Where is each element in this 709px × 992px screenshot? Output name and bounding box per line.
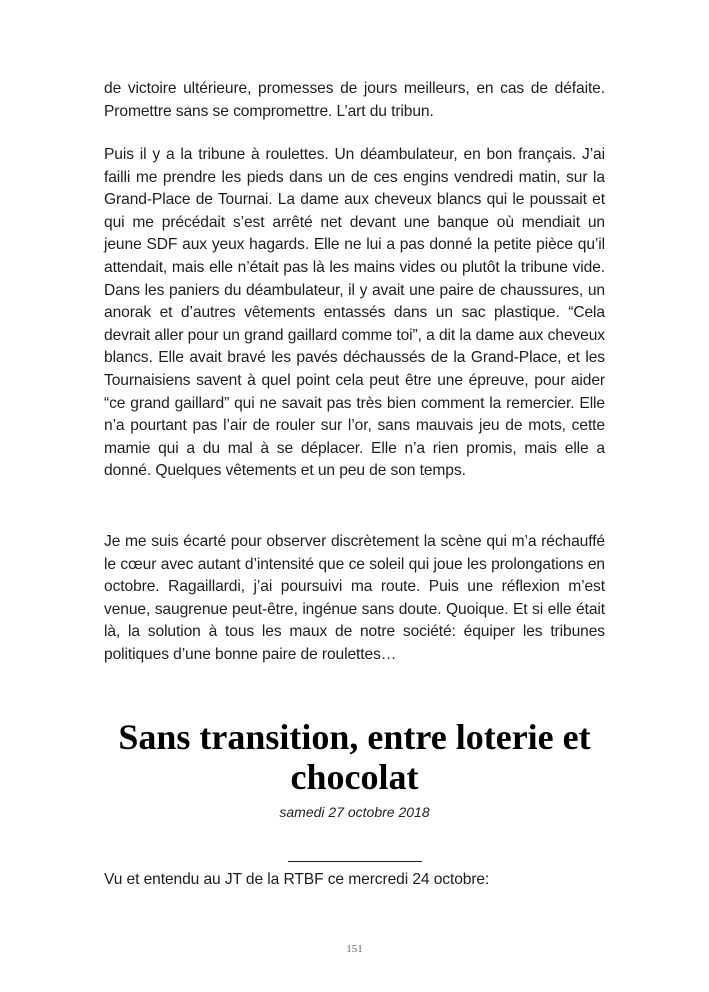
section-date: samedi 27 octobre 2018: [279, 804, 430, 820]
section-intro-paragraph: Vu et entendu au JT de la RTBF ce mercredi 24 octobre:: [104, 871, 490, 888]
divider-rule: [288, 861, 422, 862]
paragraph-walker-story: Puis il y a la tribune à roulettes. Un déambulateur, en bon français. J’ai failli me prendre les pieds dans un de ces engins vendredi matin, sur la Grand-Place de Tournai. La dame aux cheveux blancs qui le poussait et qui me précédait s’est arrêté net devant une banque où mendiait un jeune SDF aux yeux hagards. Elle ne lui a pas donné la petite pièce qu’il attendait, mais elle n’était pas là les mains vides ou plutôt la tribune vide. Dans les paniers du déambulateur, il y avait une paire de chaussures, un anorak et d’autres vêtements entassés dans un sac plastique. “Cela devrait aller pour un grand gaillard comme toi”, a dit la dame aux cheveux blancs. Elle avait bravé les pavés déchaussés de la Grand-Place, et les Tournaisiens savent à quel point cela peut être une épreuve, pour aider “ce grand gaillard” qui ne savait pas très bien comment la remercier. Elle n’a pourtant pas l’air de rouler sur l’or, sans mauvais jeu de mots, cette mamie qui a du mal à se déplacer. Elle n’a rien promis, mais elle a donné. Quelques vêtements et un peu de son temps.: [104, 146, 605, 480]
paragraph-reflection: Je me suis écarté pour observer discrètement la scène qui m’a réchauffé le cœur avec autant d’intensité que ce soleil qui joue les prolongations en octobre. Ragaillardi, j’ai poursuivi ma route. Puis une réflexion m’est venue, saugrenue peut-être, ingénue sans doute. Quoique. Et si elle était là, la solution à tous les maux de notre société: équiper les tribunes politiques d’une bonne paire de roulettes…: [104, 533, 605, 663]
paragraph-continuation: de victoire ultérieure, promesses de jours meilleurs, en cas de défaite. Promettre sans se compromettre. L’art du tribun.: [104, 80, 605, 120]
section-title: Sans transition, entre loterie et chocolat: [118, 717, 591, 797]
page-number: 151: [346, 943, 363, 955]
